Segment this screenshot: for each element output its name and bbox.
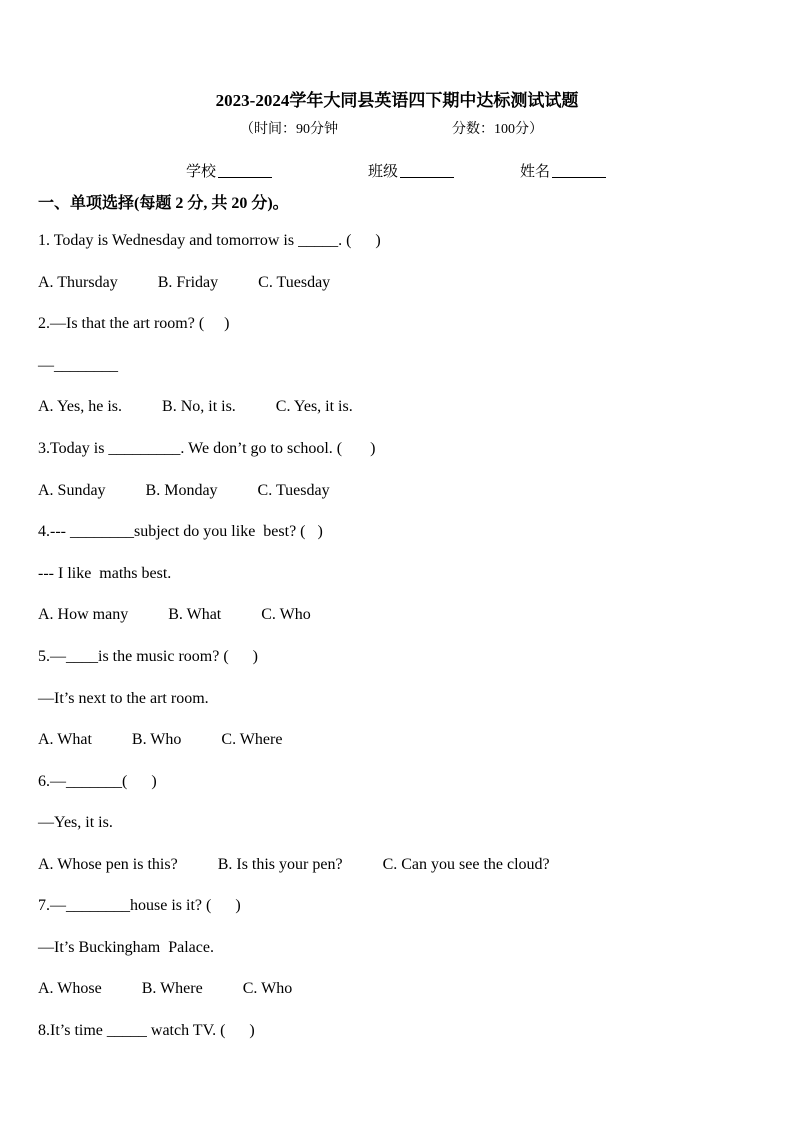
answer-line: --- I like maths best. [38,565,172,582]
answer-line: —It’s Buckingham Palace. [38,939,214,956]
options-line: A. How many B. What C. Who [38,606,311,623]
question-line: 3.Today is _________. We don’t go to school. ( ) [38,440,376,457]
options-line: A. Sunday B. Monday C. Tuesday [38,482,330,499]
question-line: 8.It’s time _____ watch TV. ( ) [38,1022,255,1039]
school-field [186,160,272,181]
class-field [368,160,454,181]
options-line: A. Whose pen is this? B. Is this your pen? C. Can you see the cloud? [38,856,550,873]
name-label: 姓名 [520,164,551,180]
name-field [520,160,606,181]
options-line: A. Thursday B. Friday C. Tuesday [38,274,331,291]
options-line: A. Yes, he is. B. No, it is. C. Yes, it is. [38,398,353,415]
exam-time: （时间：90分钟 [240,122,338,137]
options-line: A. What B. Who C. Where [38,731,283,748]
class-label: 班级 [368,164,399,180]
question-line: 2.—Is that the art room? ( ) [38,315,230,332]
question-line: 4.--- ________subject do you like best? ( ) [38,523,323,540]
exam-title: 2023-2024学年大同县英语四下期中达标测试试题 [215,91,579,110]
question-line: 6.—_______( ) [38,773,157,790]
class-blank [400,177,454,178]
exam-score: 分数：100分） [452,122,543,137]
answer-line: —Yes, it is. [38,814,113,831]
section-heading: 一、单项选择(每题 2 分, 共 20 分)。 [38,195,289,212]
answer-line: —________ [38,357,118,374]
answer-line: —It’s next to the art room. [38,690,209,707]
question-line: 7.—________house is it? ( ) [38,897,241,914]
school-blank [218,177,272,178]
school-label: 学校 [186,164,217,180]
options-line: A. Whose B. Where C. Who [38,980,293,997]
name-blank [552,177,606,178]
question-line: 1. Today is Wednesday and tomorrow is _____. ( ) [38,232,381,249]
question-line: 5.—____is the music room? ( ) [38,648,258,665]
